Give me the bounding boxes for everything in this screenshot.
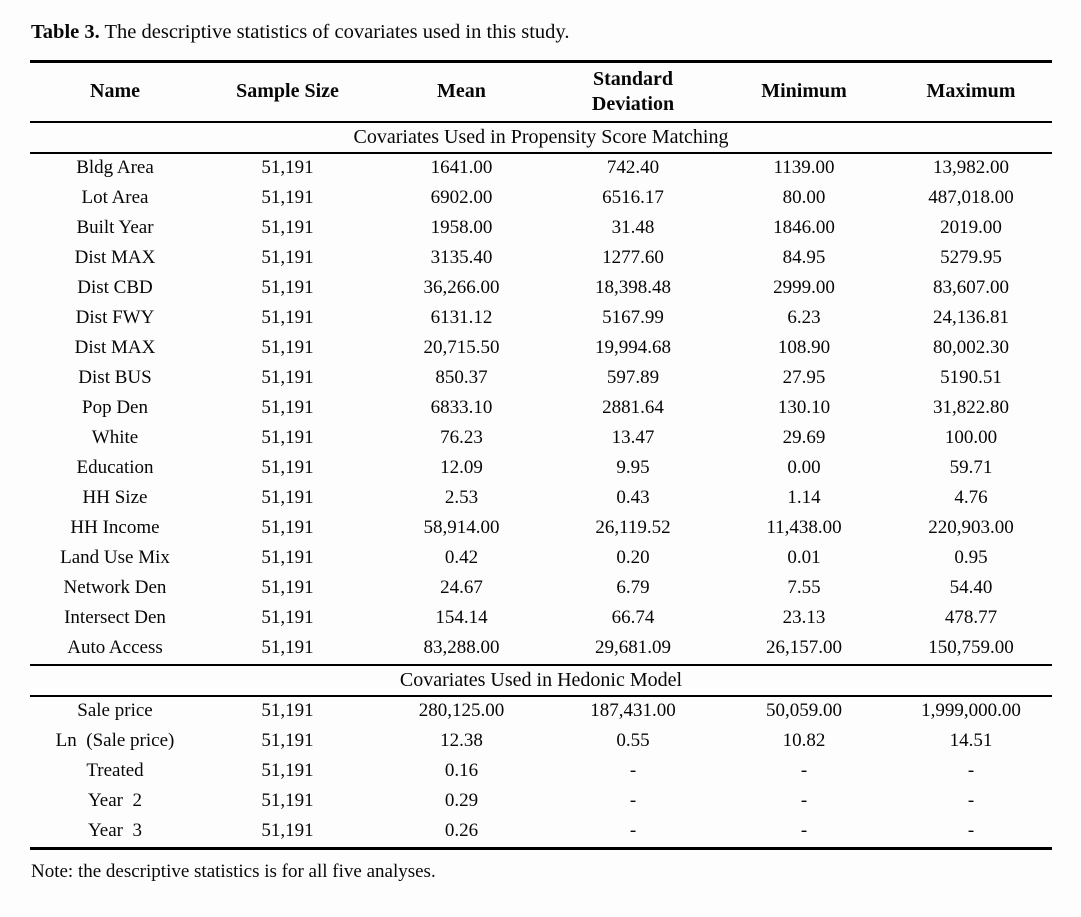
cell-sample-size: 51,191 <box>261 760 314 782</box>
cell-sample-size: 51,191 <box>261 790 314 812</box>
cell-variable-name: White <box>91 427 139 449</box>
table-row <box>30 787 1052 817</box>
cell-mean: 20,715.50 <box>423 337 500 359</box>
cell-maximum: - <box>967 790 975 812</box>
cell-mean: 36,266.00 <box>423 277 500 299</box>
cell-variable-name: Dist MAX <box>74 247 156 269</box>
cell-minimum: - <box>800 790 808 812</box>
cell-minimum: 6.23 <box>787 307 821 329</box>
col-header-minimum: Minimum <box>718 61 890 122</box>
cell-standard-deviation: 18,398.48 <box>595 277 671 299</box>
cell-standard-deviation: 6516.17 <box>602 187 664 209</box>
cell-maximum: 220,903.00 <box>928 517 1014 539</box>
cell-maximum: 150,759.00 <box>928 637 1014 659</box>
table-row <box>30 727 1052 757</box>
cell-variable-name: Year 2 <box>87 790 142 812</box>
cell-maximum: 0.95 <box>954 547 988 569</box>
cell-variable-name: HH Income <box>70 517 160 539</box>
cell-mean: 76.23 <box>440 427 483 449</box>
table-row <box>30 544 1052 574</box>
cell-maximum: 5190.51 <box>940 367 1002 389</box>
cell-minimum: 10.82 <box>782 730 826 752</box>
cell-maximum: 14.51 <box>949 730 993 752</box>
cell-sample-size: 51,191 <box>261 547 314 569</box>
cell-standard-deviation: - <box>629 760 637 782</box>
section-header: Covariates Used in Propensity Score Matching <box>30 122 1052 153</box>
cell-variable-name: Network Den <box>63 577 167 599</box>
cell-minimum: 0.00 <box>787 457 821 479</box>
cell-standard-deviation: 2881.64 <box>602 397 664 419</box>
cell-maximum: 2019.00 <box>940 217 1002 239</box>
col-header-sample-size: Sample Size <box>200 61 375 122</box>
descriptive-statistics-table <box>30 60 1052 850</box>
cell-variable-name: Land Use Mix <box>60 547 170 569</box>
cell-minimum: 26,157.00 <box>766 637 842 659</box>
table-row <box>30 274 1052 304</box>
cell-maximum: 100.00 <box>944 427 998 449</box>
cell-standard-deviation: 6.79 <box>616 577 650 599</box>
cell-mean: 2.53 <box>444 487 479 509</box>
cell-variable-name: Lot Area <box>81 187 149 209</box>
table-row <box>30 214 1052 244</box>
cell-variable-name: Year 3 <box>87 820 142 842</box>
cell-sample-size: 51,191 <box>261 217 314 239</box>
cell-standard-deviation: 742.40 <box>606 157 660 179</box>
cell-mean: 12.38 <box>440 730 483 752</box>
cell-minimum: 84.95 <box>782 247 826 269</box>
cell-sample-size: 51,191 <box>261 577 314 599</box>
cell-maximum: - <box>967 760 975 782</box>
cell-maximum: 24,136.81 <box>933 307 1009 329</box>
cell-sample-size: 51,191 <box>261 247 314 269</box>
cell-variable-name: Built Year <box>76 217 154 239</box>
cell-mean: 3135.40 <box>430 247 493 269</box>
cell-variable-name: Education <box>76 457 154 479</box>
cell-maximum: - <box>967 820 975 842</box>
cell-mean: 0.16 <box>444 760 479 782</box>
cell-variable-name: Dist MAX <box>74 337 156 359</box>
table-title <box>31 20 1052 45</box>
cell-mean: 58,914.00 <box>423 517 500 539</box>
col-header-name: Name <box>30 61 200 122</box>
cell-sample-size: 51,191 <box>261 367 314 389</box>
cell-variable-name: Intersect Den <box>64 607 166 629</box>
cell-minimum: 2999.00 <box>773 277 835 299</box>
table-row <box>30 604 1052 634</box>
cell-variable-name: Treated <box>86 760 144 782</box>
cell-maximum: 54.40 <box>949 577 993 599</box>
cell-sample-size: 51,191 <box>261 637 314 659</box>
cell-mean: 154.14 <box>435 607 488 629</box>
cell-variable-name: HH Size <box>82 487 148 509</box>
cell-mean: 6833.10 <box>430 397 493 419</box>
section-header-row <box>30 122 1052 153</box>
cell-sample-size: 51,191 <box>261 187 314 209</box>
cell-minimum: 0.01 <box>787 547 821 569</box>
cell-mean: 24.67 <box>440 577 483 599</box>
cell-standard-deviation: 0.20 <box>616 547 650 569</box>
cell-standard-deviation: 31.48 <box>611 217 655 239</box>
cell-standard-deviation: 29,681.09 <box>595 637 671 659</box>
table-caption: The descriptive statistics of covariates used in this study. <box>104 21 570 43</box>
cell-sample-size: 51,191 <box>261 730 314 752</box>
cell-standard-deviation: 5167.99 <box>602 307 664 329</box>
cell-standard-deviation: 0.55 <box>616 730 650 752</box>
cell-maximum: 59.71 <box>949 457 993 479</box>
cell-sample-size: 51,191 <box>261 397 314 419</box>
col-header-mean: Mean <box>375 61 548 122</box>
cell-maximum: 13,982.00 <box>933 157 1009 179</box>
cell-standard-deviation: 1277.60 <box>602 247 664 269</box>
cell-standard-deviation: 9.95 <box>616 457 650 479</box>
cell-mean: 1958.00 <box>430 217 493 239</box>
table-number-label: Table 3. <box>31 21 100 43</box>
cell-maximum: 487,018.00 <box>928 187 1014 209</box>
cell-minimum: 108.90 <box>777 337 831 359</box>
cell-variable-name: Dist CBD <box>77 277 153 299</box>
cell-standard-deviation: 0.43 <box>616 487 650 509</box>
cell-standard-deviation: 66.74 <box>611 607 655 629</box>
table-row <box>30 394 1052 424</box>
table-row <box>30 696 1052 727</box>
cell-mean: 0.29 <box>444 790 479 812</box>
cell-standard-deviation: 187,431.00 <box>590 700 676 722</box>
col-header-maximum: Maximum <box>890 61 1052 122</box>
cell-sample-size: 51,191 <box>261 277 314 299</box>
cell-minimum: 23.13 <box>782 607 826 629</box>
table-row <box>30 634 1052 665</box>
cell-standard-deviation: - <box>629 820 637 842</box>
cell-sample-size: 51,191 <box>261 307 314 329</box>
cell-minimum: 1.14 <box>787 487 821 509</box>
cell-mean: 0.26 <box>444 820 479 842</box>
cell-sample-size: 51,191 <box>261 457 314 479</box>
cell-maximum: 1,999,000.00 <box>921 700 1021 722</box>
cell-sample-size: 51,191 <box>261 517 314 539</box>
cell-maximum: 80,002.30 <box>933 337 1009 359</box>
cell-variable-name: Dist FWY <box>75 307 155 329</box>
cell-standard-deviation: 26,119.52 <box>595 517 671 539</box>
cell-maximum: 478.77 <box>944 607 998 629</box>
table-row <box>30 334 1052 364</box>
cell-variable-name: Sale price <box>77 700 153 722</box>
cell-mean: 280,125.00 <box>418 700 505 722</box>
cell-maximum: 83,607.00 <box>933 277 1009 299</box>
cell-minimum: 11,438.00 <box>766 517 842 539</box>
cell-standard-deviation: 19,994.68 <box>595 337 671 359</box>
cell-minimum: 130.10 <box>777 397 831 419</box>
cell-variable-name: Dist BUS <box>78 367 152 389</box>
cell-maximum: 31,822.80 <box>933 397 1009 419</box>
section-header: Covariates Used in Hedonic Model <box>30 665 1052 696</box>
cell-mean: 6902.00 <box>430 187 493 209</box>
table-row <box>30 364 1052 394</box>
table-row <box>30 757 1052 787</box>
table-row <box>30 153 1052 184</box>
cell-sample-size: 51,191 <box>261 607 314 629</box>
table-row <box>30 484 1052 514</box>
cell-minimum: 50,059.00 <box>766 700 842 722</box>
cell-minimum: 29.69 <box>782 427 826 449</box>
cell-mean: 850.37 <box>435 367 488 389</box>
cell-variable-name: Pop Den <box>82 397 148 419</box>
table-row <box>30 454 1052 484</box>
cell-sample-size: 51,191 <box>261 487 314 509</box>
col-header-standard-deviation: Standard Deviation <box>548 61 718 122</box>
cell-maximum: 5279.95 <box>940 247 1002 269</box>
cell-standard-deviation: 597.89 <box>606 367 660 389</box>
table-row <box>30 304 1052 334</box>
cell-minimum: 7.55 <box>787 577 821 599</box>
cell-minimum: 1846.00 <box>773 217 835 239</box>
cell-mean: 6131.12 <box>430 307 493 329</box>
cell-variable-name: Ln (Sale price) <box>55 730 175 752</box>
cell-sample-size: 51,191 <box>261 337 314 359</box>
table-row <box>30 514 1052 544</box>
cell-mean: 12.09 <box>440 457 483 479</box>
cell-sample-size: 51,191 <box>261 157 314 179</box>
table-row <box>30 424 1052 454</box>
cell-minimum: - <box>800 820 808 842</box>
cell-mean: 1641.00 <box>430 157 493 179</box>
cell-minimum: 27.95 <box>782 367 826 389</box>
cell-standard-deviation: - <box>629 790 637 812</box>
section-header-row <box>30 665 1052 696</box>
cell-minimum: 1139.00 <box>773 157 835 179</box>
table-note: Note: the descriptive statistics is for all five analyses. <box>31 860 436 882</box>
column-header-row <box>30 61 1052 122</box>
table-row <box>30 817 1052 849</box>
cell-standard-deviation: 13.47 <box>611 427 655 449</box>
cell-sample-size: 51,191 <box>261 427 314 449</box>
cell-variable-name: Bldg Area <box>76 157 154 179</box>
table-row <box>30 184 1052 214</box>
cell-sample-size: 51,191 <box>261 820 314 842</box>
table-row <box>30 244 1052 274</box>
table-row <box>30 574 1052 604</box>
cell-sample-size: 51,191 <box>261 700 314 722</box>
cell-minimum: - <box>800 760 808 782</box>
cell-variable-name: Auto Access <box>67 637 163 659</box>
cell-minimum: 80.00 <box>782 187 826 209</box>
cell-mean: 83,288.00 <box>423 637 500 659</box>
cell-mean: 0.42 <box>444 547 479 569</box>
cell-maximum: 4.76 <box>954 487 988 509</box>
